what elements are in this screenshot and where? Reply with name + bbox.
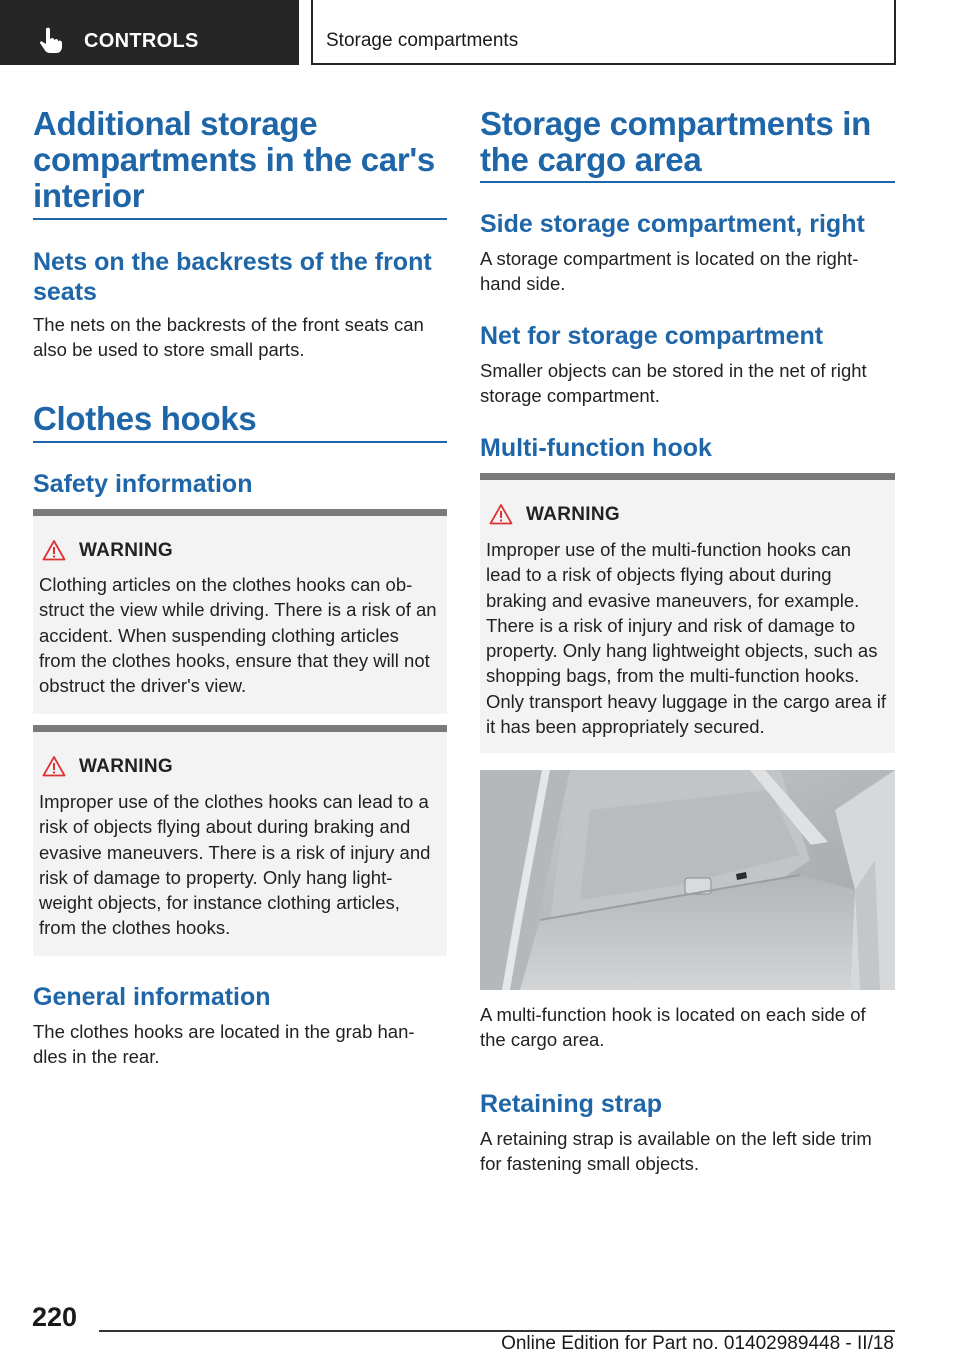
heading-nets: Nets on the backrests of the front seats (33, 248, 432, 306)
heading-safety-information: Safety information (33, 470, 253, 498)
header-section-tab (0, 0, 299, 65)
paragraph-retaining-strap: A retaining strap is available on the left side trim for fastening small objects. (480, 1128, 872, 1175)
warning-text: Improper use of the multi-function hooks can lead to a risk of objects flying about during braking and evasive maneuvers, for example. There is a risk of injury and risk of damage to property. Only hang lightweight objects, such as shopping bags, from the multi-function hooks. Only transport heavy luggage in the cargo area if it has been appropriately secured. (486, 539, 887, 738)
header-chapter-tab (311, 0, 896, 65)
header-section-label: CONTROLS (84, 30, 199, 52)
warning-text: Improper use of the clothes hooks can lead to a risk of objects flying about during braking and evasive maneuvers. There is a risk of injury and risk of damage to property. Only hang light‐weight objects, for instance clothing articles, from the clothes hooks. (39, 791, 431, 939)
paragraph-nets: The nets on the backrests of the front seats can also be used to store small parts. (33, 314, 424, 361)
warning-box (33, 725, 447, 956)
heading-multi-function-hook: Multi-function hook (480, 434, 712, 462)
header-chapter-label: Storage compartments (326, 30, 519, 51)
page-number: 220 (32, 1302, 78, 1332)
paragraph-multi-function-hook: A multi-function hook is located on each side of the cargo area. (480, 1004, 866, 1051)
cargo-area-photo (480, 770, 895, 990)
heading-cargo-area: Storage compartments in the cargo area (480, 105, 872, 178)
warning-triangle-icon (42, 539, 66, 561)
warning-box (480, 473, 895, 753)
warning-title: WARNING (79, 756, 173, 777)
paragraph-general: The clothes hooks are located in the grab han‐dles in the rear. (33, 1021, 415, 1068)
footer-rule (99, 1330, 895, 1332)
heading-side-storage: Side storage compartment, right (480, 210, 865, 238)
warning-box (33, 509, 447, 714)
footer-edition: Online Edition for Part no. 01402989448 - II/18 (501, 1333, 894, 1354)
heading-general-information: General information (33, 983, 271, 1011)
heading-retaining-strap: Retaining strap (480, 1090, 662, 1118)
cargo-area-illustration (480, 770, 895, 990)
warning-text: Clothing articles on the clothes hooks can ob‐struct the view while driving. There is a risk of an accident. When suspending clothing articles from the clothes hooks, ensure that they will not obstruct the driver's view. (39, 574, 437, 697)
heading-rule (33, 218, 447, 220)
heading-net-storage: Net for storage compartment (480, 322, 824, 350)
paragraph-side-storage: A storage compartment is located on the right-hand side. (480, 248, 859, 295)
warning-title: WARNING (526, 504, 620, 525)
heading-clothes-hooks: Clothes hooks (33, 400, 257, 437)
heading-rule (33, 441, 447, 443)
hand-pointer-icon (37, 26, 65, 54)
warning-title: WARNING (79, 540, 173, 561)
warning-triangle-icon (489, 503, 513, 525)
heading-rule (480, 181, 895, 183)
heading-additional-storage: Additional storage compartments in the car's interior (33, 105, 435, 214)
paragraph-net-storage: Smaller objects can be stored in the net of right storage compartment. (480, 360, 867, 407)
warning-triangle-icon (42, 755, 66, 777)
